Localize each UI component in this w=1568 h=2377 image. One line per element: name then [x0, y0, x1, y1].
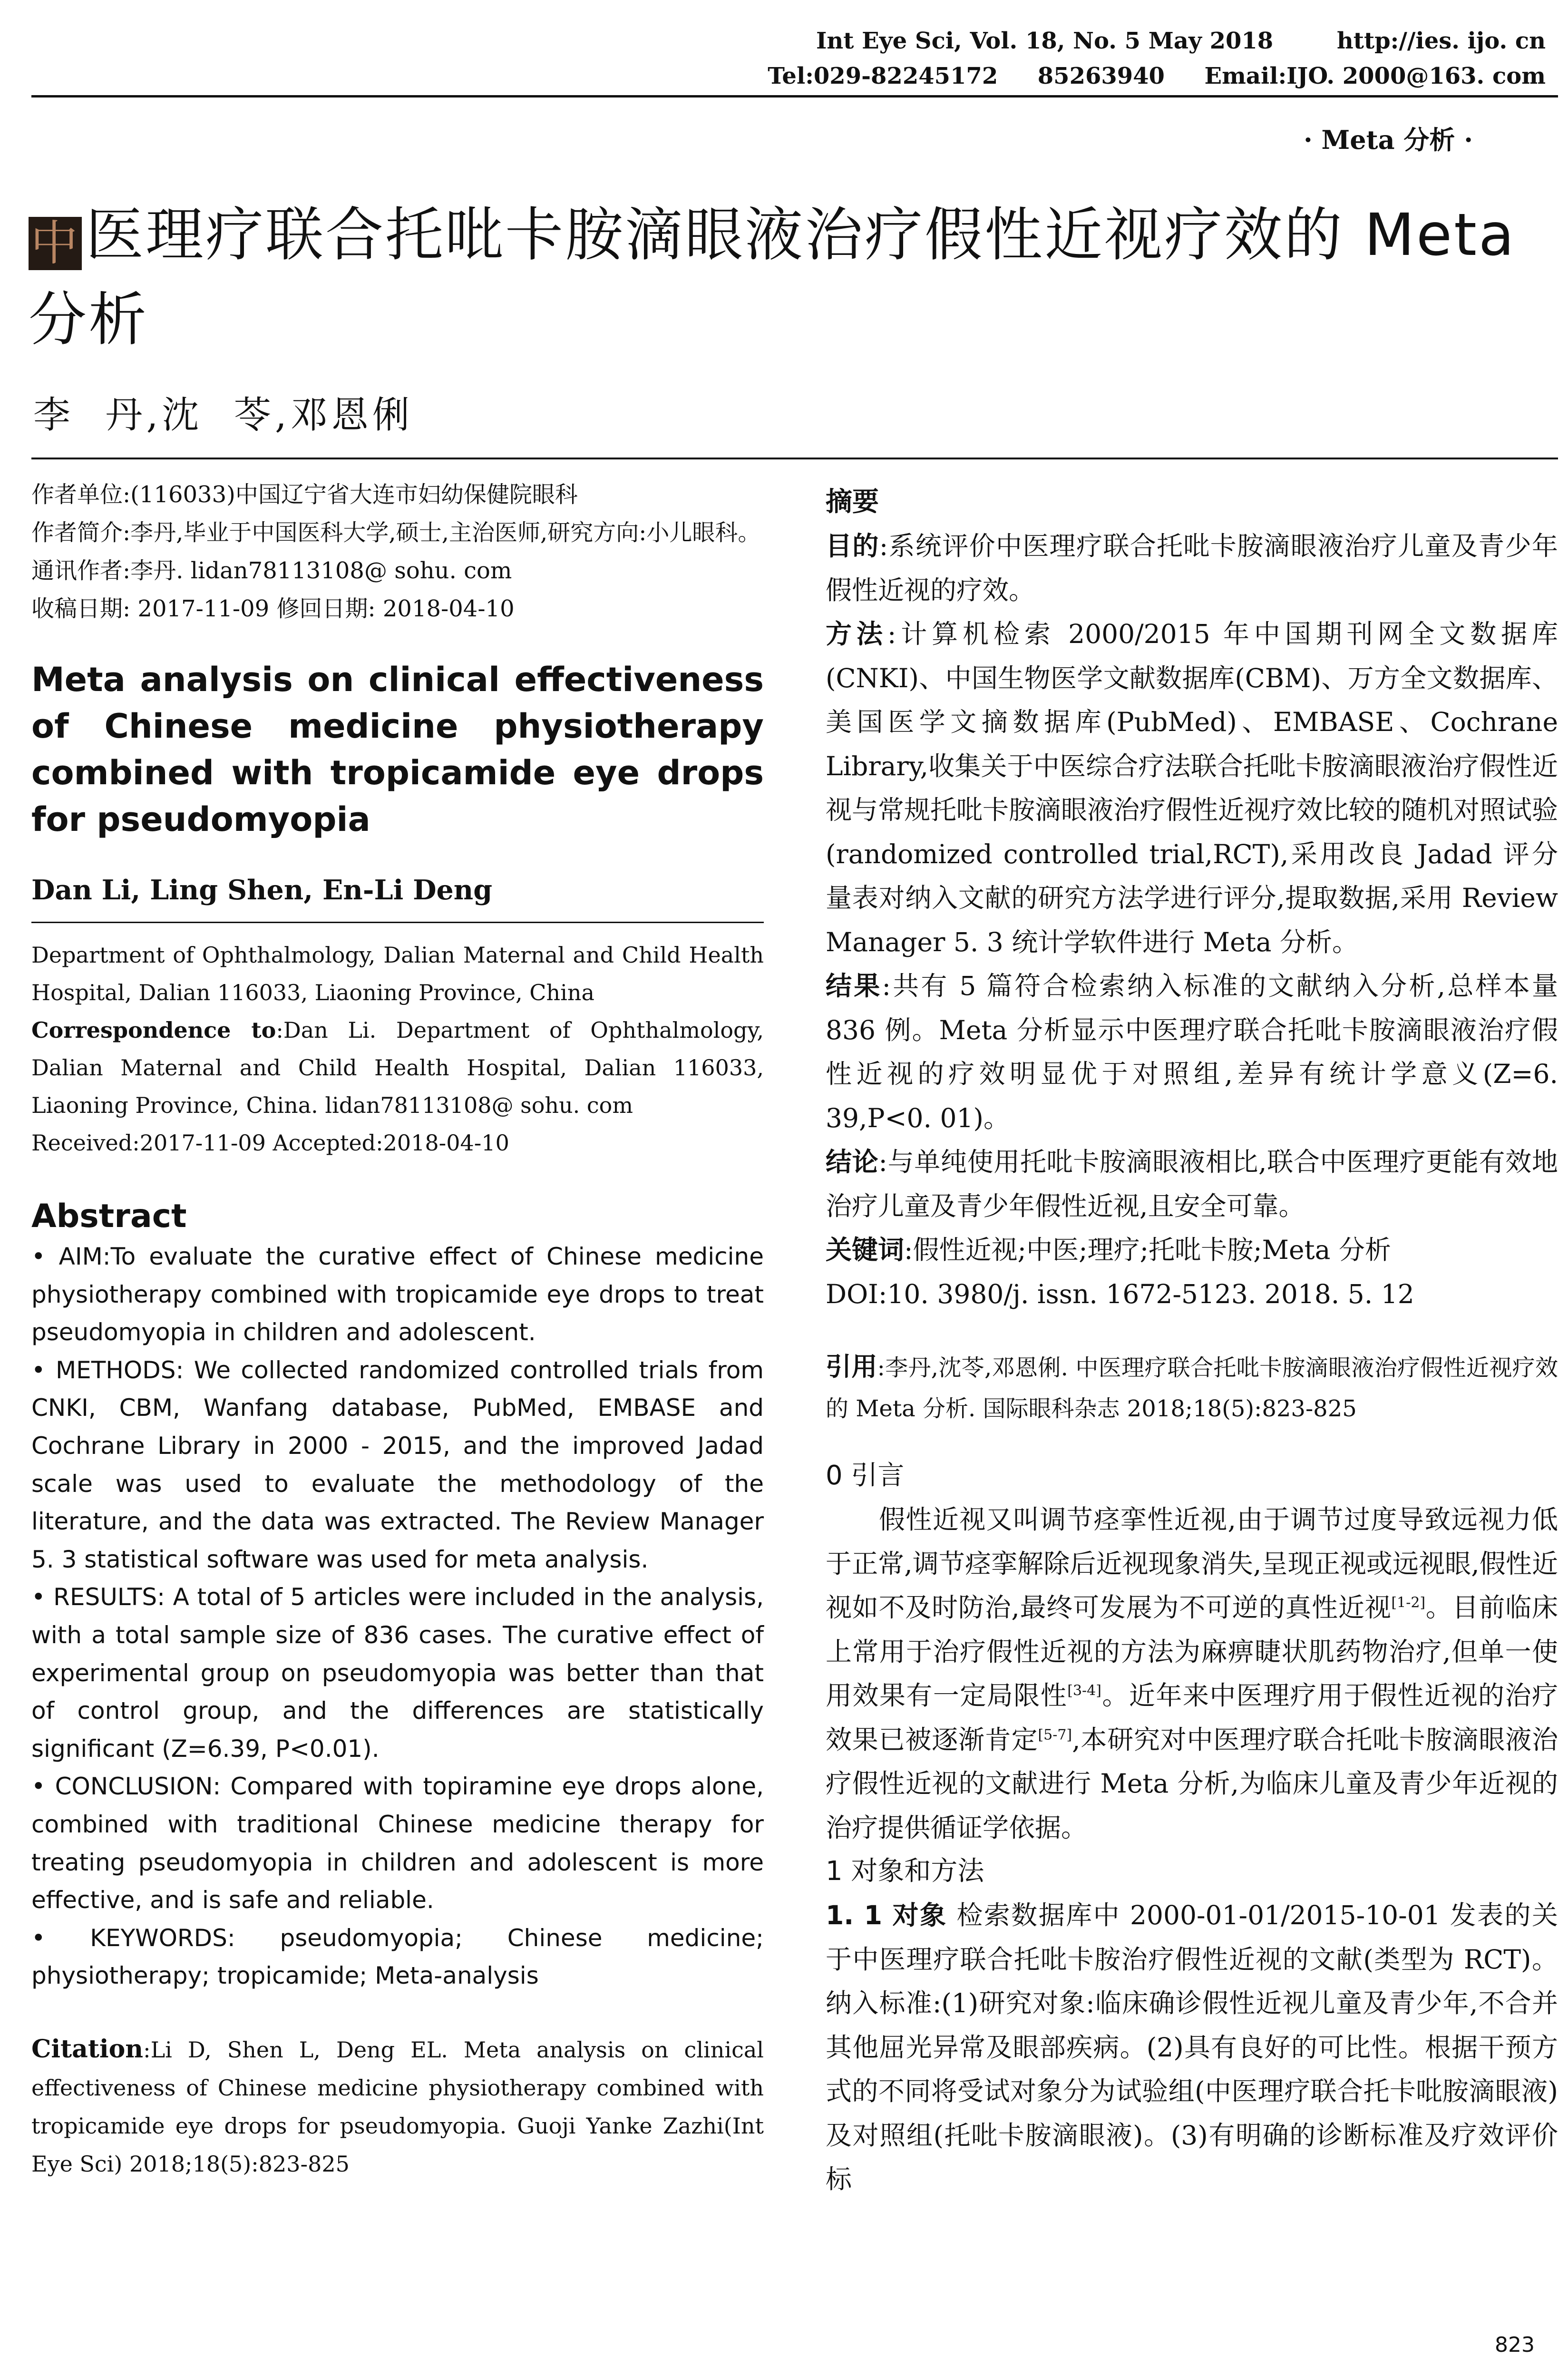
- intro-heading: 0 引言: [826, 1460, 905, 1491]
- citation-en: [31, 2030, 764, 2183]
- right-column: [826, 480, 1558, 2202]
- author-info: [31, 476, 764, 628]
- abstract-cn-results-text: :共有 5 篇符合检索纳入标准的文献纳入分析,总样本量 836 例。Meta 分析显示中医理疗联合托吡卡胺滴眼液治疗假性近视的疗效明显优于对照组,差异有统计学意义(Z=6. 39,P<0. 01)。: [826, 971, 1558, 1133]
- abstract-cn-keywords-text: :假性近视;中医;理疗;托吡卡胺;Meta 分析: [904, 1235, 1391, 1265]
- intro-text-3: 。近年来中医理疗用于假性近视的治疗效果已被逐渐肯定: [826, 1680, 1558, 1755]
- abstract-cn-conclusion: [826, 1140, 1558, 1228]
- intro-ref-1: [1-2]: [1391, 1594, 1426, 1611]
- methods-text: 检索数据库中 2000-01-01/2015-10-01 发表的关于中医理疗联合托吡卡胺治疗假性近视的文献(类型为 RCT)。纳入标准:(1)研究对象:临床确诊假性近视儿童及青少年,不合并其他屈光异常及眼部疾病。(2)具有良好的可比性。根据干预方式的不同将受试对象分为试验组(中医理疗联合托卡吡胺滴眼液)及对照组(托吡卡胺滴眼液)。(3)有明确的诊断标准及疗效评价标: [826, 1900, 1558, 2194]
- abstract-cn-aim-label: 目的: [826, 531, 879, 561]
- abstract-aim: • AIM:To evaluate the curative effect of Chinese medicine physiotherapy combined with tropicamide eye drops to treat pseudomyopia in children and adolescent.: [31, 1243, 764, 1346]
- affiliation-department: Department of Ophthalmology, Dalian Maternal and Child Health Hospital, Dalian 116033, Liaoning Province, China: [31, 942, 764, 1005]
- citation-en-label: Citation: [31, 2034, 144, 2064]
- header-rule: [31, 95, 1558, 97]
- correspondence-label: Correspondence to: [31, 1017, 276, 1043]
- english-authors-rule: [31, 922, 764, 923]
- correspondence-text: :Dan Li. Department of Ophthalmology, Dalian Maternal and Child Health Hospital, Dalian 116033, Liaoning Province, China. lidan78113108@ sohu. com: [31, 1017, 764, 1118]
- citation-en-text: :Li D, Shen L, Deng EL. Meta analysis on clinical effectiveness of Chinese medicine physiotherapy combined with tropicamide eye drops for pseudomyopia. Guoji Yanke Zazhi(Int Eye Sci) 2018;18(5):823-825: [31, 2036, 764, 2177]
- citation-cn-label: 引用: [826, 1352, 877, 1382]
- left-column: [31, 476, 764, 2183]
- author-bio-cn: 作者简介:李丹,毕业于中国医科大学,硕士,主治医师,研究方向:小儿眼科。: [31, 519, 761, 546]
- intro-ref-3: [5-7]: [1038, 1726, 1072, 1744]
- english-title: Meta analysis on clinical effectiveness of Chinese medicine physiotherapy combined with tropicamide eye drops for pseudomyopia: [31, 660, 764, 839]
- author-affiliation-cn: 作者单位:(116033)中国辽宁省大连市妇幼保健院眼科: [31, 481, 578, 508]
- english-authors: Dan Li, Ling Shen, En-Li Deng: [31, 874, 493, 906]
- page-number: 823: [1495, 2333, 1535, 2357]
- abstract-cn-methods: [826, 612, 1558, 964]
- english-affiliation: [31, 936, 764, 1162]
- intro-paragraph: [826, 1498, 1558, 1850]
- methods-heading: 1 对象和方法: [826, 1856, 984, 1887]
- citation-cn: [826, 1346, 1558, 1429]
- abstract-cn-methods-label: 方法: [826, 619, 887, 649]
- corresponding-author-cn: 通讯作者:李丹. lidan78113108@ sohu. com: [31, 557, 512, 584]
- abstract-cn-keywords-label: 关键词: [826, 1235, 905, 1265]
- abstract-heading: Abstract: [31, 1198, 187, 1235]
- citation-cn-text: :李丹,沈苓,邓恩俐. 中医理疗联合托吡卡胺滴眼液治疗假性近视疗效的 Meta 分析. 国际眼科杂志 2018;18(5):823-825: [826, 1354, 1558, 1422]
- correspondence: [31, 1012, 764, 1124]
- authors-rule: [31, 458, 1558, 459]
- received-dates-cn: 收稿日期: 2017-11-09 修回日期: 2018-04-10: [31, 595, 515, 622]
- received-accepted-dates: Received:2017-11-09 Accepted:2018-04-10: [31, 1130, 509, 1156]
- journal-header: [33, 19, 1555, 100]
- intro-text-2: 。目前临床上常用于治疗假性近视的方法为麻痹睫状肌药物治疗,但单一使用效果有一定局限性: [826, 1592, 1558, 1711]
- intro-text-1: 假性近视又叫调节痉挛性近视,由于调节过度导致远视力低于正常,调节痉挛解除后近视现象消失,呈现正视或远视眼,假性近视如不及时防治,最终可发展为不可逆的真性近视: [826, 1504, 1558, 1623]
- abstract-methods: • METHODS: We collected randomized controlled trials from CNKI, CBM, Wanfang database, PubMed, EMBASE and Cochrane Library in 2000 - 2015, and the improved Jadad scale was used to evaluate the methodology of the literature, and the data was extracted. The Review Manager 5. 3 statistical software was used for meta analysis.: [31, 1356, 764, 1573]
- abstract-cn-methods-text: :计算机检索 2000/2015 年中国期刊网全文数据库(CNKI)、中国生物医学文献数据库(CBM)、万方全文数据库、美国医学文摘数据库(PubMed)、EMBASE、Cochrane Library,收集关于中医综合疗法联合托吡卡胺滴眼液治疗假性近视与常规托吡卡胺滴眼液治疗假性近视疗效比较的随机对照试验(randomized controlled trial,RCT),采用改良 Jadad 评分量表对纳入文献的研究方法学进行评分,提取数据,采用 Review Manager 5. 3 统计学软件进行 Meta 分析。: [826, 619, 1558, 957]
- abstract-conclusion: • CONCLUSION: Compared with topiramine eye drops alone, combined with traditional Chinese medicine therapy for treating pseudomyopia in children and adolescent is more effective, and is safe and reliable.: [31, 1773, 764, 1914]
- abstract-cn-aim: [826, 524, 1558, 612]
- title-text: 医理疗联合托吡卡胺滴眼液治疗假性近视疗效的 Meta 分析: [29, 201, 1516, 353]
- title-first-char-mark: 中: [29, 217, 82, 270]
- abstract-results: • RESULTS: A total of 5 articles were included in the analysis, with a total sample size of 836 cases. The curative effect of experimental group on pseudomyopia was better than that of control group, and the differences are statistically significant (Z=6.39, P<0.01).: [31, 1583, 764, 1763]
- abstract-cn-aim-text: :系统评价中医理疗联合托吡卡胺滴眼液治疗儿童及青少年假性近视的疗效。: [826, 531, 1558, 605]
- doi: DOI:10. 3980/j. issn. 1672-5123. 2018. 5. 12: [826, 1278, 1414, 1309]
- abstract-cn-conclusion-text: :与单纯使用托吡卡胺滴眼液相比,联合中医理疗更能有效地治疗儿童及青少年假性近视,且安全可靠。: [826, 1147, 1558, 1221]
- intro-text-4: ,本研究对中医理疗联合托吡卡胺滴眼液治疗假性近视的文献进行 Meta 分析,为临床儿童及青少年近视的治疗提供循证学依据。: [826, 1724, 1558, 1843]
- page-title: [29, 193, 1550, 362]
- abstract-cn-results: [826, 964, 1558, 1140]
- abstract-cn-results-label: 结果: [826, 971, 882, 1001]
- abstract-keywords: • KEYWORDS: pseudomyopia; Chinese medicine; physiotherapy; tropicamide; Meta-analysis: [31, 1924, 764, 1990]
- section-label: · Meta 分析 ·: [1303, 125, 1473, 155]
- abstract-cn-heading: 摘要: [826, 487, 879, 517]
- methods-sub-label: 1. 1 对象: [826, 1900, 947, 1930]
- abstract-cn-conclusion-label: 结论: [826, 1147, 879, 1177]
- journal-header-line1: Int Eye Sci, Vol. 18, No. 5 May 2018 http://ies. ijo. cn: [816, 28, 1546, 54]
- authors-cn: 李 丹,沈 苓,邓恩俐: [33, 394, 413, 437]
- intro-ref-2: [3-4]: [1067, 1682, 1101, 1699]
- journal-header-line2: Tel:029-82245172 85263940 Email:IJO. 2000@163. com: [768, 63, 1546, 89]
- methods-paragraph: [826, 1893, 1558, 2202]
- abstract-cn-keywords: [826, 1228, 1558, 1272]
